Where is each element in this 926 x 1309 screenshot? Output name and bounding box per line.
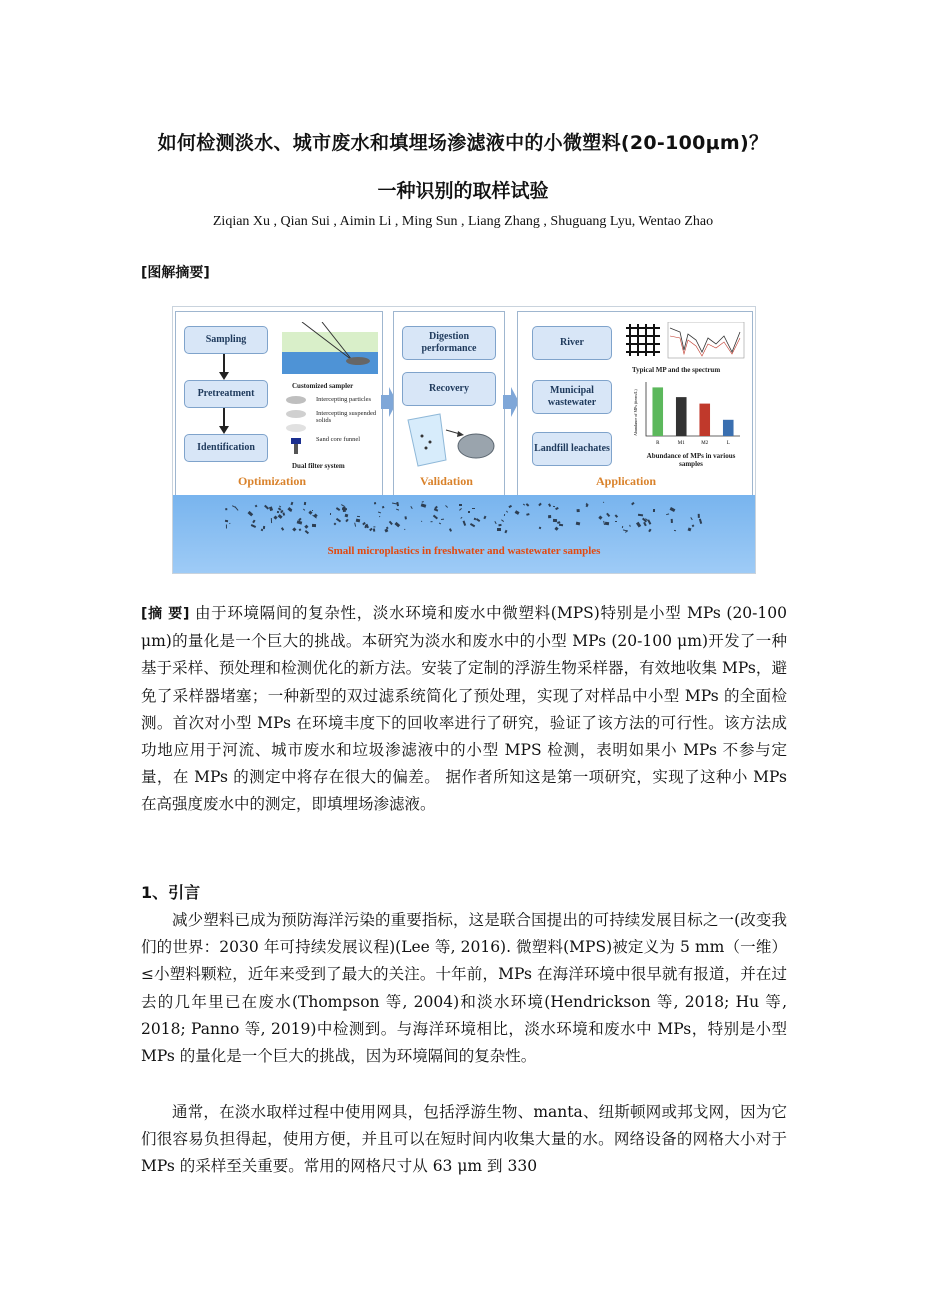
microplastic-particle <box>538 503 542 507</box>
chart-tick-label: R <box>656 441 660 446</box>
microplastic-particle <box>504 514 505 516</box>
microplastic-particle <box>374 526 376 527</box>
microplastic-particle <box>522 503 524 505</box>
microplastic-particle <box>253 520 256 523</box>
microplastic-particle <box>555 507 558 510</box>
sampler-item-solids: Intercepting suspended solids <box>316 410 377 424</box>
microplastic-particle <box>459 504 462 507</box>
caption-optimization: Optimization <box>238 474 306 488</box>
microplastic-particle <box>279 506 282 508</box>
microplastic-particle <box>472 508 475 509</box>
microplastic-particle <box>297 521 302 525</box>
microplastic-particle <box>404 516 407 520</box>
microplastic-particle <box>334 522 337 525</box>
graphical-abstract-label: [图解摘要] <box>141 265 210 281</box>
microplastic-particle <box>225 519 228 522</box>
author-list: Ziqian Xu , Qian Sui , Aimin Li , Ming Sun , Liang Zhang , Shuguang Lyu, Wentao Zhao <box>212 214 714 229</box>
microplastic-particle <box>674 530 676 531</box>
microplastic-particle <box>378 511 381 513</box>
abstract-label: [摘 要] <box>141 606 190 622</box>
sampler-sketch-icon <box>282 322 378 374</box>
step-digestion: Digestion performance <box>402 326 496 360</box>
sampler-title: Customized sampler <box>292 382 354 390</box>
microplastic-particle <box>462 521 465 526</box>
banner-title: Small microplastics in freshwater and wastewater samples <box>327 545 601 557</box>
microplastic-particle <box>497 528 501 531</box>
microplastic-particle <box>499 523 502 526</box>
microplastic-particle <box>355 518 360 522</box>
microplastic-particle <box>357 516 360 517</box>
microplastic-particle <box>508 505 512 509</box>
caption-application: Application <box>596 474 657 488</box>
microplastic-particle <box>548 503 551 507</box>
microplastic-particle <box>559 524 563 527</box>
microplastic-particle <box>345 519 348 523</box>
microplastic-particle <box>699 519 703 524</box>
microplastic-particle <box>538 527 541 530</box>
chart-tick-label: M2 <box>701 441 709 446</box>
microplastic-particle <box>666 513 669 515</box>
microplastic-particle <box>631 502 634 505</box>
sampler-item-funnel: Sand core funnel <box>316 436 361 443</box>
microplastic-particle <box>396 508 399 510</box>
microplastic-particle <box>345 514 348 517</box>
microplastic-particle <box>494 521 496 524</box>
abstract-text: 由于环境隔间的复杂性，淡水环境和废水中微塑料(MPS)特别是小型 MPs (20-100 μm)的量化是一个巨大的挑战。本研究为淡水和废水中的小型 MPs (20-100 μm)开发了一种基于采样、预处理和检测优化的新方法。安装了定制的浮游生物采样器，有效地收集 MPs，避免了采样器堵塞；一种新型的双过滤系统简化了预处理，实现了对样品中小型 MPs 的全面检测。首次对小型 MPs 在环境丰度下的回收率进行了研究，验证了该方法的可行性。该方法成功地应用于河流、城市废水和垃圾渗滤液中的小型 MPS 检测，表明如果小 MPs 不参与定量，在 MPs 的测定中将存在很大的偏差。 据作者所知这是第一项研究，实现了这种小 MPs 在高强度废水中的测定，即填埋场渗滤液。 <box>141 604 787 814</box>
step-landfill: Landfill leachates <box>532 432 612 466</box>
microplastic-particle <box>636 522 641 528</box>
microplastic-particle <box>605 521 610 524</box>
microplastic-particle <box>470 523 475 527</box>
validation-panel <box>393 311 505 497</box>
flow-arrows-icon <box>216 352 232 434</box>
microplastic-particle <box>299 528 302 531</box>
graphical-abstract-figure <box>172 306 756 574</box>
microplastic-particle <box>603 501 605 503</box>
chart-bar <box>699 404 710 436</box>
microplastic-particle <box>459 508 462 511</box>
microplastic-particle <box>468 511 470 513</box>
microplastic-particle <box>515 510 520 515</box>
microplastic-particle <box>461 517 463 519</box>
microplastic-particle <box>269 507 273 512</box>
microplastic-particle <box>335 508 339 512</box>
paper-title-line1: 如何检测淡水、城市废水和填埋场渗滤液中的小微塑料(20-100μm)？ <box>157 132 769 154</box>
microplastic-particle <box>445 505 448 508</box>
microplastic-particle <box>263 526 265 530</box>
microplastic-particle <box>554 527 558 531</box>
microplastic-particle <box>235 506 239 510</box>
filter-system-icon <box>284 394 310 464</box>
microplastic-particle <box>226 525 227 530</box>
microplastic-particle <box>394 522 399 527</box>
step-pretreatment: Pretreatment <box>184 380 268 408</box>
microplastic-particle <box>501 520 504 523</box>
abundance-bar-chart <box>632 378 744 448</box>
microplastic-particle <box>615 514 618 517</box>
microplastic-particle <box>392 503 397 505</box>
microplastic-particle <box>606 512 611 517</box>
microplastic-particle <box>648 529 651 532</box>
microplastic-particle <box>308 511 312 515</box>
paper-title-line2: 一种识别的取样试验 <box>377 180 549 202</box>
sampler-item-particles: Intercepting particles <box>316 396 372 403</box>
microplastic-particle <box>687 527 691 531</box>
microplastic-particle <box>421 521 423 523</box>
microplastic-particle <box>629 525 631 527</box>
microplastic-particle <box>505 530 508 533</box>
spectrum-icon <box>624 322 746 362</box>
abstract-paragraph <box>141 600 787 819</box>
microplastic-particle <box>441 518 444 520</box>
chart-bar <box>723 420 734 436</box>
beaker-dish-icon <box>404 412 500 468</box>
dual-filter-label: Dual filter system <box>292 462 345 470</box>
microplastic-particle <box>293 528 297 532</box>
microplastic-particle <box>389 521 393 525</box>
step-river: River <box>532 326 612 360</box>
microplastic-particle <box>404 528 406 530</box>
microplastic-particle <box>312 510 313 511</box>
microplastic-particle <box>439 522 441 524</box>
microplastic-particle <box>281 527 284 531</box>
microplastic-particle <box>304 524 308 528</box>
microplastic-particle <box>229 523 231 525</box>
microplastic-particle <box>671 519 673 523</box>
application-panel <box>517 311 753 497</box>
microplastic-particle <box>277 511 279 513</box>
microplastic-particle <box>254 504 257 507</box>
chart-bar <box>676 397 687 436</box>
microplastic-particle <box>576 521 580 525</box>
chart-caption: Abundance of MPs in various samples <box>646 452 736 468</box>
microplastic-particle <box>343 507 346 512</box>
microplastic-particle <box>251 524 256 528</box>
microplastic-particle <box>553 519 557 522</box>
microplastic-particle <box>381 505 384 508</box>
microplastic-particle <box>271 518 272 523</box>
microplastic-particle <box>224 508 227 510</box>
microplastic-particle <box>653 509 655 512</box>
microplastic-particle <box>379 516 381 517</box>
caption-validation: Validation <box>420 474 473 488</box>
step-sampling: Sampling <box>184 326 268 354</box>
section-heading: 1、引言 <box>141 883 201 902</box>
step-identification: Identification <box>184 434 268 462</box>
microplastic-particle <box>374 502 376 504</box>
microplastic-particle <box>291 502 294 505</box>
microplastic-particle <box>669 507 675 512</box>
microplastic-particle <box>476 518 481 522</box>
microplastic-particle <box>548 515 551 518</box>
microplastic-particle <box>448 529 451 533</box>
microplastic-particle <box>506 510 508 512</box>
chart-ylabel: Abundance of MPs (items/L) <box>633 389 638 436</box>
intro-paragraph-1: 减少塑料已成为预防海洋污染的重要指标，这是联合国提出的可持续发展目标之一(改变我们的世界：2030 年可持续发展议程)(Lee 等, 2016). 微塑料(MPS)被定义为 5 mm（一维）≤小塑料颗粒，近年来受到了最大的关注。十年前，MPs 在海洋环境中很早就有报道，并在过去的几年里已在废水(Thompson 等, 2004)和淡水环境(Hendrickson 等, 2018; Hu 等, 2018; Panno 等, 2019)中检测到。与海洋环境相比，淡水环境和废水中 MPs，特别是小型 MPs 的量化是一个巨大的挑战，因为环境隔间的复杂性。 <box>141 911 787 1066</box>
microplastic-particle <box>303 509 305 511</box>
microplastic-particle <box>525 503 529 507</box>
spectrum-caption: Typical MP and the spectrum <box>632 366 721 374</box>
microplastic-particle <box>304 502 306 505</box>
step-municipal: Municipal wastewater <box>532 380 612 414</box>
microplastic-particle <box>282 512 285 516</box>
microplastic-particle <box>305 530 309 534</box>
microplastic-particle <box>430 521 432 522</box>
microplastic-particle <box>410 505 412 508</box>
microplastic-particle <box>420 503 425 507</box>
microplastic-particle <box>577 509 580 512</box>
microplastic-particle <box>598 516 602 520</box>
microplastic-particle <box>336 518 341 522</box>
optimization-panel <box>175 311 383 497</box>
microplastic-particle <box>330 513 331 515</box>
microplastic-particle <box>369 528 372 531</box>
microplastic-particle <box>690 517 692 520</box>
chart-tick-label: L <box>726 441 730 446</box>
intro-paragraph-2: 通常，在淡水取样过程中使用网具，包括浮游生物、manta、纽斯顿网或邦戈网，因为它们很容易负担得起，使用方便，并且可以在短时间内收集大量的水。网络设备的网格大小对于 MPs 的采样至关重要。常用的网格尺寸从 63 μm 到 330 <box>141 1103 787 1176</box>
microplastic-particle <box>692 525 695 528</box>
chart-tick-label: M1 <box>677 441 685 446</box>
microplastic-particle <box>386 526 389 529</box>
microplastic-particle <box>638 514 643 517</box>
chart-bar <box>652 387 663 436</box>
microplastic-particle <box>312 524 316 527</box>
microplastic-particle <box>699 514 701 518</box>
microplastic-particle <box>615 521 617 522</box>
microplastic-particle <box>247 511 252 516</box>
step-recovery: Recovery <box>402 372 496 406</box>
microplastic-particle <box>473 518 476 520</box>
microplastic-particle <box>484 515 487 518</box>
microplastics-water-banner <box>173 495 755 573</box>
microplastic-particle <box>647 519 651 524</box>
microplastic-particle <box>585 504 588 508</box>
microplastic-particle <box>373 528 375 531</box>
microplastic-particle <box>526 513 529 516</box>
microplastic-particle <box>354 523 356 527</box>
